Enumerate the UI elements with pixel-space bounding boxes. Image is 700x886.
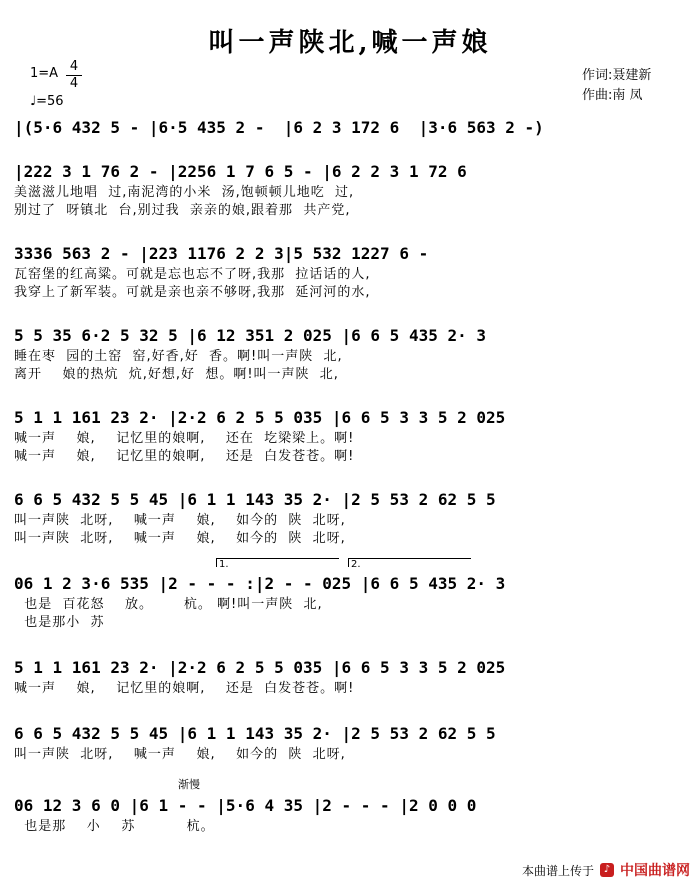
time-signature-top: 4 (69, 59, 79, 74)
notation-line: 6 6 5 432 5 5 45 |6 1 1 143 35 2· |2 5 53 2 62 5 5 (14, 724, 496, 743)
notation-line: 6 6 5 432 5 5 45 |6 1 1 143 35 2· |2 5 53 2 62 5 5 (14, 490, 496, 509)
notation-line: 3336 563 2 - |223 1176 2 2 3|5 532 1227 6 - (14, 244, 429, 263)
credits (582, 66, 651, 106)
score-row (14, 722, 690, 764)
lyric-line: 瓦窑堡的红高粱。可就是忘也忘不了呀,我那 拉话话的人, (14, 267, 371, 282)
lyric-line: 睡在枣 园的土窑 窑,好香,好 香。啊!叫一声陕 北, (14, 349, 343, 364)
time-signature (66, 60, 82, 91)
lyric-line: 喊一声 娘, 记忆里的娘啊, 还是 白发苍苍。啊! (14, 449, 355, 464)
lyric-line: 叫一声陕 北呀, 喊一声 娘, 如今的 陕 北呀, (14, 747, 346, 762)
score-row (14, 324, 690, 384)
score-row (14, 794, 690, 836)
lyric-line: 叫一声陕 北呀, 喊一声 娘, 如今的 陕 北呀, (14, 513, 346, 528)
notation-line: |222 3 1 76 2 - |2256 1 7 6 5 - |6 2 2 3 1 72 6 (14, 162, 477, 181)
composer: 作曲:南 凤 (582, 88, 643, 103)
score-row (14, 656, 690, 698)
notation-line: 5 5 35 6·2 5 32 5 |6 12 351 2 025 |6 6 5 435 2· 3 (14, 326, 487, 345)
score-row (14, 242, 690, 302)
notation-line: 06 1 2 3·6 535 |2 - - - :|2 - - 025 |6 6 5 435 2· 3 (14, 574, 506, 593)
footer-text: 本曲谱上传于 (521, 863, 594, 878)
lyric-line: 喊一声 娘, 记忆里的娘啊, 还是 白发苍苍。啊! (14, 681, 355, 696)
lyric-line: 也是那小 苏 (14, 615, 105, 630)
lyric-line: 叫一声陕 北呀, 喊一声 娘, 如今的 陕 北呀, (14, 531, 346, 546)
tempo-marking: ♩=56 (30, 94, 64, 109)
volta-first: 1. (216, 558, 339, 567)
lyric-line: 喊一声 娘, 记忆里的娘啊, 还在 圪梁梁上。啊! (14, 431, 355, 446)
score-row (14, 160, 690, 220)
score-row (14, 572, 690, 632)
lyric-line: 美滋滋儿地唱 过,南泥湾的小米 汤,饱顿顿儿地吃 过, (14, 185, 355, 200)
notation-line: 5 1 1 161 23 2· |2·2 6 2 5 5 035 |6 6 5 3 3 5 2 025 (14, 658, 506, 677)
notation-line: |(5·6 432 5 - |6·5 435 2 - |6 2 3 172 6 |3·6 563 2 -) (14, 118, 544, 137)
volta-second: 2. (348, 558, 471, 567)
lyricist: 作词:聂建新 (582, 68, 652, 83)
notation-line: 06 12 3 6 0 |6 1 - - |5·6 4 35 |2 - - - |2 0 0 0 (14, 796, 477, 815)
tempo-change-mark: 渐慢 (178, 778, 200, 791)
lyric-line: 也是那 小 苏 杭。 (14, 819, 215, 834)
key-signature: 1=A (30, 66, 59, 81)
score-row (14, 488, 690, 548)
footer-watermark (522, 860, 690, 880)
score-row (14, 406, 690, 466)
lyric-line: 也是 百花怒 放。 杭。 啊!叫一声陕 北, (14, 597, 323, 612)
page-title: 叫一声陕北,喊一声娘 (208, 28, 492, 58)
score-row (14, 116, 690, 140)
lyric-line: 离开 娘的热炕 炕,好想,好 想。啊!叫一声陕 北, (14, 367, 339, 382)
notation-line: 5 1 1 161 23 2· |2·2 6 2 5 5 035 |6 6 5 3 3 5 2 025 (14, 408, 506, 427)
time-signature-bottom: 4 (69, 76, 79, 91)
site-logo-icon: ♪ (600, 863, 614, 877)
lyric-line: 别过了 呀镇北 台,别过我 亲亲的娘,跟着那 共产党, (14, 203, 351, 218)
lyric-line: 我穿上了新军装。可就是亲也亲不够呀,我那 延河河的水, (14, 285, 371, 300)
site-brand: 中国曲谱网 (620, 863, 690, 879)
